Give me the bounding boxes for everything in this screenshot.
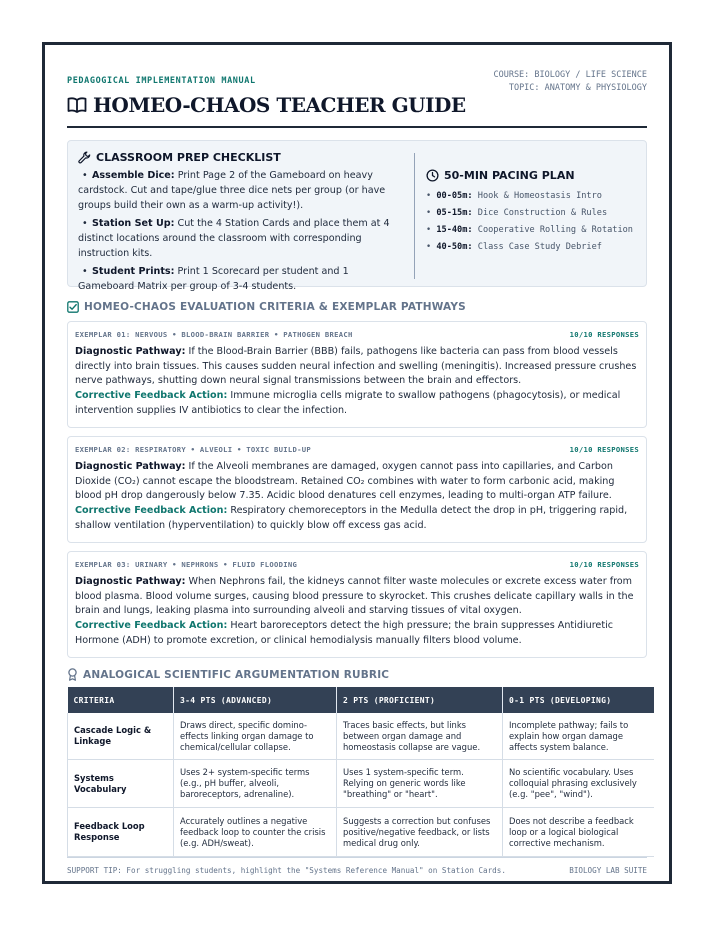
wrench-icon xyxy=(78,151,91,164)
pacing-plan xyxy=(426,169,638,256)
list-item: • Student Prints: Print 1 Scorecard per student and 1 Gameboard Matrix per group of 3-4 students. xyxy=(78,266,349,292)
exemplar-card-header xyxy=(75,330,639,339)
list-item: • 40-50m: Class Case Study Debrief xyxy=(426,242,602,252)
page-content xyxy=(67,45,647,881)
title-divider xyxy=(67,126,647,128)
feedback-text: Heart baroreceptors detect the high pressure; the brain suppresses Antidiuretic Hormone (ADH) to promote excretion, or clinical hemodialysis manually filters blood volume. xyxy=(75,620,614,646)
prep-list xyxy=(78,168,396,294)
table-header-row xyxy=(68,687,654,713)
column-header: CRITERIA xyxy=(68,687,174,713)
pace-text: Cooperative Rolling & Rotation xyxy=(477,225,633,235)
criteria-heading xyxy=(67,301,466,313)
column-header: 0-1 PTS (DEVELOPING) xyxy=(503,687,654,713)
item-label: Assemble Dice: xyxy=(92,170,175,181)
footer-brand: BIOLOGY LAB SUITE xyxy=(569,866,647,875)
list-item: • Assemble Dice: Print Page 2 of the Gameboard on heavy cardstock. Cut and tape/glue three dice nets per group (or have groups build their own as a warm-up activity!). xyxy=(78,170,386,211)
list-item: • 15-40m: Cooperative Rolling & Rotation xyxy=(426,225,633,235)
table-row xyxy=(68,760,654,808)
pacing-heading xyxy=(426,169,638,182)
column-header: 3-4 PTS (ADVANCED) xyxy=(174,687,337,713)
support-tip: SUPPORT TIP: For struggling students, highlight the "Systems Reference Manual" on Station Cards. xyxy=(67,866,506,875)
table-cell: Does not describe a feedback loop or a logical biological corrective mechanism. xyxy=(503,808,654,857)
feedback-label: Corrective Feedback Action: xyxy=(75,390,228,402)
rubric-heading-text: ANALOGICAL SCIENTIFIC ARGUMENTATION RUBRIC xyxy=(83,668,390,681)
page-title: HOMEO-CHAOS TEACHER GUIDE xyxy=(93,93,466,117)
feedback-text: Respiratory chemoreceptors in the Medulla detect the drop in pH, triggering rapid, shallow ventilation (hyperventilation) to quickly blow off excess gas acid. xyxy=(75,505,628,531)
table-cell: Accurately outlines a negative feedback loop to counter the crisis (e.g. ADH/sweat). xyxy=(174,808,337,857)
pace-time: 15-40m: xyxy=(436,225,473,235)
rubric-heading xyxy=(67,668,389,681)
table-row xyxy=(68,808,654,857)
criteria-cell: Cascade Logic & Linkage xyxy=(68,713,174,760)
diagnostic-text: When Nephrons fail, the kidneys cannot filter waste molecules or excrete excess water from blood plasma. Blood volume surges, causing blood pressure to skyrocket. This crushes delicate capillary walls in the brain and lungs, leaking plasma into surrounding alveoli and starving tissues of vital oxygen. xyxy=(75,576,634,617)
course-meta xyxy=(493,69,647,95)
exemplar-card-header xyxy=(75,445,639,454)
criteria-heading-text: HOMEO-CHAOS EVALUATION CRITERIA & EXEMPLAR PATHWAYS xyxy=(84,301,466,313)
diagnostic-text: If the Blood-Brain Barrier (BBB) fails, pathogens like bacteria can pass from blood vessels directly into brain tissues. This causes sudden neural infection and swelling (meningitis). Increased pressure crushes nerve pathways, shutting down neural signal transmissions between the brain and effectors. xyxy=(75,346,637,387)
table-cell: Uses 2+ system-specific terms (e.g., pH buffer, alveoli, baroreceptors, adrenaline). xyxy=(174,760,337,808)
open-book-icon xyxy=(67,97,87,113)
prep-panel xyxy=(67,140,647,292)
prep-heading xyxy=(78,151,396,164)
criteria-cell: Systems Vocabulary xyxy=(68,760,174,808)
feedback-action xyxy=(75,619,639,648)
pace-time: 40-50m: xyxy=(436,242,473,252)
table-cell: Traces basic effects, but links between organ damage and homeostasis collapse are vague. xyxy=(337,713,503,760)
panel-divider xyxy=(414,153,415,279)
table-cell: Suggests a correction but confuses positive/negative feedback, or lists medical drug only. xyxy=(337,808,503,857)
manual-kicker: PEDAGOGICAL IMPLEMENTATION MANUAL xyxy=(67,76,256,86)
course-label: COURSE: BIOLOGY / LIFE SCIENCE xyxy=(493,70,647,80)
pace-time: 05-15m: xyxy=(436,208,473,218)
exemplar-label: EXEMPLAR 02: RESPIRATORY • ALVEOLI • TOXIC BUILD-UP xyxy=(75,445,311,454)
table-cell: No scientific vocabulary. Uses colloquial phrasing exclusively (e.g. "pee", "wind"). xyxy=(503,760,654,808)
page-footer xyxy=(67,857,647,875)
exemplar-card xyxy=(67,436,647,543)
response-count: 10/10 RESPONSES xyxy=(569,330,639,339)
prep-heading-text: CLASSROOM PREP CHECKLIST xyxy=(96,151,281,164)
pace-time: 00-05m: xyxy=(436,191,473,201)
pacing-heading-text: 50-MIN PACING PLAN xyxy=(444,169,575,182)
table-row xyxy=(68,713,654,760)
pace-text: Dice Construction & Rules xyxy=(477,208,608,218)
pace-text: Class Case Study Debrief xyxy=(477,242,602,252)
exemplar-card-header xyxy=(75,560,639,569)
feedback-action xyxy=(75,389,639,418)
table-cell: Draws direct, specific domino-effects linking organ damage to chemical/cellular collapse. xyxy=(174,713,337,760)
item-text: Cut the 4 Station Cards and place them at 4 distinct locations around the classroom with corresponding instruction kits. xyxy=(78,218,390,259)
diagnostic-pathway xyxy=(75,460,639,504)
exemplar-card xyxy=(67,551,647,658)
topic-label: TOPIC: ANATOMY & PHYSIOLOGY xyxy=(508,83,647,93)
response-count: 10/10 RESPONSES xyxy=(569,560,639,569)
rubric-table xyxy=(67,687,654,857)
item-label: Student Prints: xyxy=(92,266,175,277)
diagnostic-label: Diagnostic Pathway: xyxy=(75,461,186,472)
item-text: Print 1 Scorecard per student and 1 Gameboard Matrix per group of 3-4 students. xyxy=(78,266,349,292)
diagnostic-text: If the Alveoli membranes are damaged, oxygen cannot pass into capillaries, and Carbon Dioxide (CO₂) cannot escape the bloodstream. Retained CO₂ combines with water to form carbonic acid, making blood pH drop dangerously below 7.35. Acidic blood denatures cell enzymes, leading to multi-organ ATP failure. xyxy=(75,461,615,502)
exemplar-label: EXEMPLAR 03: URINARY • NEPHRONS • FLUID FLOODING xyxy=(75,560,298,569)
table-cell: Incomplete pathway; fails to explain how organ damage affects system balance. xyxy=(503,713,654,760)
award-ribbon-icon xyxy=(67,668,78,681)
feedback-text: Immune microglia cells migrate to swallow pathogens (phagocytosis), or medical intervention supplies IV antibiotics to clear the infection. xyxy=(75,390,621,416)
diagnostic-pathway xyxy=(75,575,639,619)
response-count: 10/10 RESPONSES xyxy=(569,445,639,454)
diagnostic-label: Diagnostic Pathway: xyxy=(75,576,186,587)
feedback-label: Corrective Feedback Action: xyxy=(75,505,228,517)
list-item: • 05-15m: Dice Construction & Rules xyxy=(426,208,608,218)
list-item: • 00-05m: Hook & Homeostasis Intro xyxy=(426,191,602,201)
exemplar-card xyxy=(67,321,647,428)
table-cell: Uses 1 system-specific term. Relying on generic words like "breathing" or "heart". xyxy=(337,760,503,808)
list-item: • Station Set Up: Cut the 4 Station Cards and place them at 4 distinct locations around the classroom with corresponding instruction kits. xyxy=(78,218,390,259)
column-header: 2 PTS (PROFICIENT) xyxy=(337,687,503,713)
diagnostic-label: Diagnostic Pathway: xyxy=(75,346,186,357)
page-frame xyxy=(42,42,672,884)
title-row xyxy=(67,93,466,117)
clock-icon xyxy=(426,169,439,182)
prep-checklist xyxy=(78,151,396,297)
feedback-action xyxy=(75,504,639,533)
criteria-cell: Feedback Loop Response xyxy=(68,808,174,857)
diagnostic-pathway xyxy=(75,345,639,389)
pacing-list xyxy=(426,188,638,256)
item-label: Station Set Up: xyxy=(92,218,175,229)
item-text: Print Page 2 of the Gameboard on heavy cardstock. Cut and tape/glue three dice nets per group (or have groups build their own as a warm-up activity!). xyxy=(78,170,386,211)
checkbox-icon xyxy=(67,301,79,313)
feedback-label: Corrective Feedback Action: xyxy=(75,620,228,632)
exemplar-label: EXEMPLAR 01: NERVOUS • BLOOD-BRAIN BARRIER • PATHOGEN BREACH xyxy=(75,330,353,339)
pace-text: Hook & Homeostasis Intro xyxy=(477,191,602,201)
